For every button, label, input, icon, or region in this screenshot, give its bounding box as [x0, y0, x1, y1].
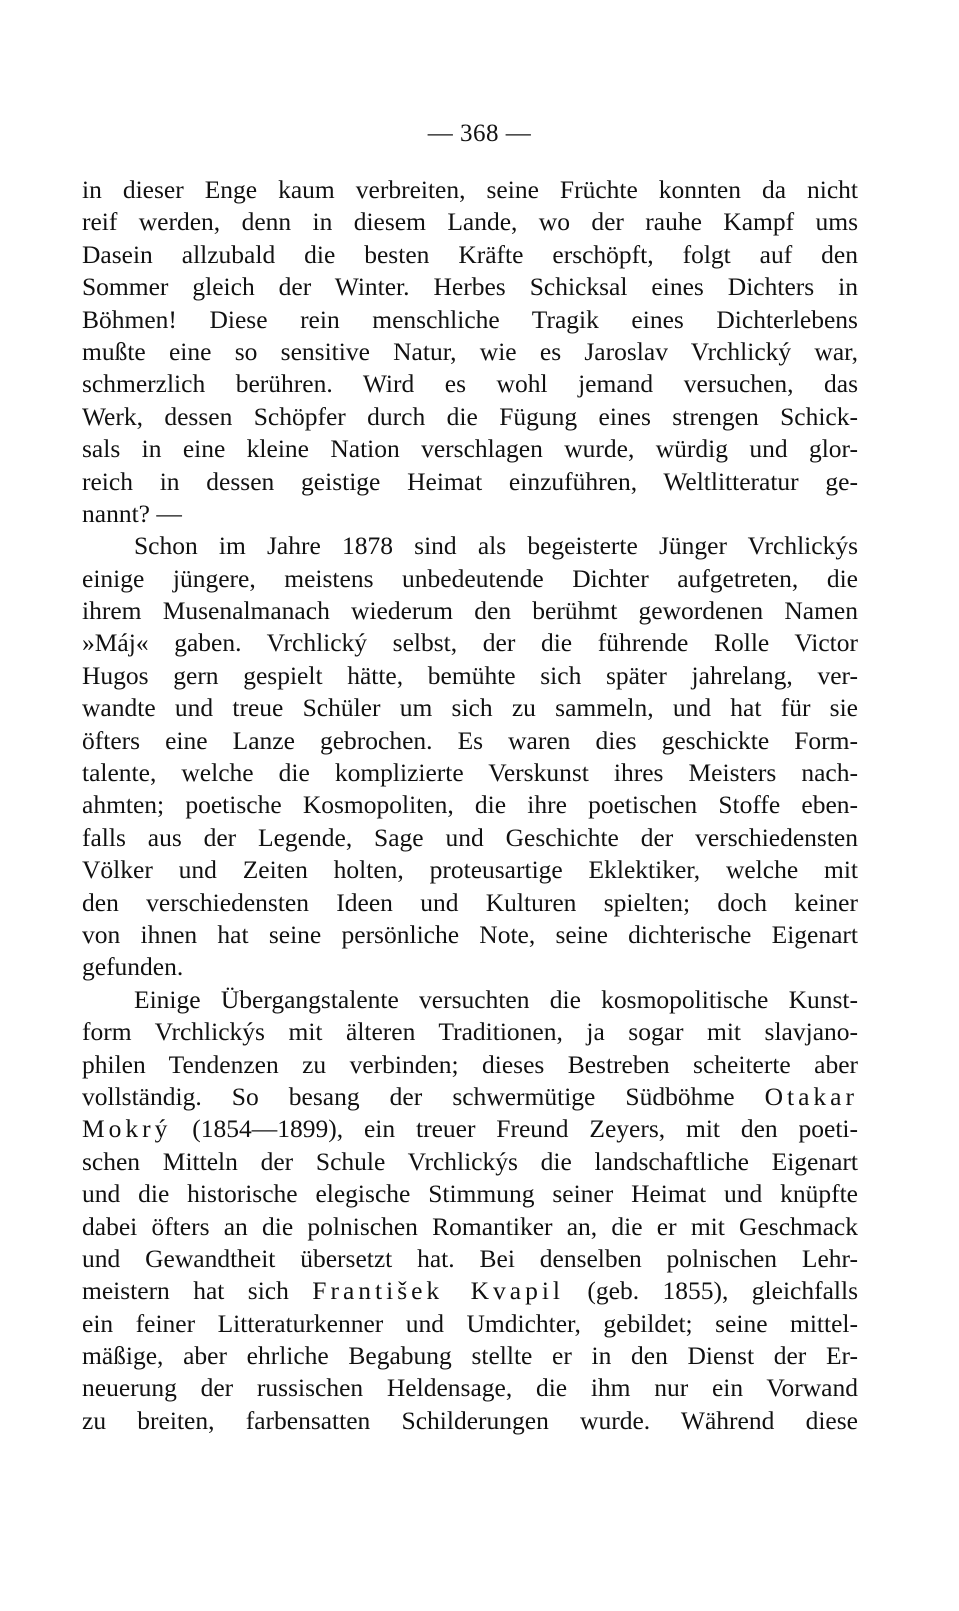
text-line: Böhmen! Diese rein menschliche Tragik eines Dichterlebens: [82, 304, 858, 334]
text-line: und Gewandtheit übersetzt hat. Bei denselben polnischen Lehr-: [82, 1243, 858, 1273]
text-line: reif werden, denn in diesem Lande, wo der rauhe Kampf ums: [82, 207, 858, 237]
text-line: Einige Übergangstalente versuchten die kosmopolitische Kunst-: [134, 984, 858, 1014]
text-line: öfters eine Lanze gebrochen. Es waren dies geschickte Form-: [82, 725, 858, 755]
text-line: schmerzlich berühren. Wird es wohl jemand versuchen, das: [82, 369, 858, 399]
text-line: Schon im Jahre 1878 sind als begeisterte Jünger Vrchlickýs: [134, 531, 858, 561]
text-line: talente, welche die komplizierte Verskunst ihres Meisters nach-: [82, 758, 858, 788]
text-line: ahmten; poetische Kosmopoliten, die ihre poetischen Stoffe eben-: [82, 790, 858, 820]
page-number: — 368 —: [427, 120, 532, 147]
text-line: und die historische elegische Stimmung seiner Heimat und knüpfte: [82, 1179, 858, 1209]
page-body: [82, 174, 858, 1437]
text-line: dabei öfters an die polnischen Romantiker an, die er mit Geschmack: [82, 1211, 858, 1241]
text-line: nannt? —: [82, 498, 182, 528]
text-segment: vollständig. So besang der schwermütige Südböhme: [82, 1081, 735, 1111]
text-line: gefunden.: [82, 952, 184, 982]
text-line: neuerung der russischen Heldensage, die ihm nur ein Vorwand: [82, 1373, 858, 1403]
text-line: mäßige, aber ehrliche Begabung stellte er in den Dienst der Er-: [82, 1341, 858, 1371]
text-line: ein feiner Litteraturkenner und Umdichter, gebildet; seine mittel-: [82, 1308, 858, 1338]
text-line: reich in dessen geistige Heimat einzuführen, Weltlitteratur ge-: [82, 466, 858, 496]
text-line: schen Mitteln der Schule Vrchlickýs die landschaftliche Eigenart: [82, 1146, 858, 1176]
text-line: Werk, dessen Schöpfer durch die Fügung eines strengen Schick-: [82, 401, 858, 431]
text-line: Völker und Zeiten holten, proteusartige Eklektiker, welche mit: [82, 855, 858, 885]
text-line: falls aus der Legende, Sage und Geschichte der verschiedensten: [82, 822, 858, 852]
text-line: ihrem Musenalmanach wiederum den berühmt gewordenen Namen: [82, 596, 858, 626]
text-line: den verschiedensten Ideen und Kulturen spielten; doch keiner: [82, 887, 858, 917]
text-line: Dasein allzubald die besten Kräfte erschöpft, folgt auf den: [82, 239, 858, 269]
text-line: Hugos gern gespielt hätte, bemühte sich später jahrelang, ver-: [82, 660, 858, 690]
text-segment: (1854—1899), ein treuer Freund Zeyers, mit den poeti-: [192, 1114, 859, 1144]
author-name: Otakar: [764, 1081, 858, 1111]
text-line: [82, 1081, 858, 1113]
text-line: form Vrchlickýs mit älteren Traditionen, ja sogar mit slavjano-: [82, 1017, 858, 1047]
text-line: einige jüngere, meistens unbedeutende Dichter aufgetreten, die: [82, 563, 858, 593]
text-line: [82, 1275, 858, 1307]
text-segment: (geb. 1855), gleichfalls: [587, 1276, 859, 1306]
text-line: in dieser Enge kaum verbreiten, seine Früchte konnten da nicht: [82, 175, 858, 204]
author-name: František Kvapil: [312, 1276, 564, 1306]
text-line: Sommer gleich der Winter. Herbes Schicksal eines Dichters in: [82, 272, 858, 302]
text-line: mußte eine so sensitive Natur, wie es Jaroslav Vrchlický war,: [82, 336, 858, 366]
text-line: »Máj« gaben. Vrchlický selbst, der die führende Rolle Victor: [82, 628, 858, 658]
text-line: sals in eine kleine Nation verschlagen wurde, würdig und glor-: [82, 434, 858, 464]
author-name: Mokrý: [82, 1114, 172, 1144]
text-line: zu breiten, farbensatten Schilderungen wurde. Während diese: [82, 1405, 858, 1435]
text-segment: meistern hat sich: [82, 1276, 289, 1306]
text-line: philen Tendenzen zu verbinden; dieses Bestreben scheiterte aber: [82, 1049, 858, 1079]
text-line: von ihnen hat seine persönliche Note, seine dichterische Eigenart: [82, 919, 858, 949]
text-line: [82, 1113, 858, 1145]
text-line: wandte und treue Schüler um sich zu sammeln, und hat für sie: [82, 693, 858, 723]
